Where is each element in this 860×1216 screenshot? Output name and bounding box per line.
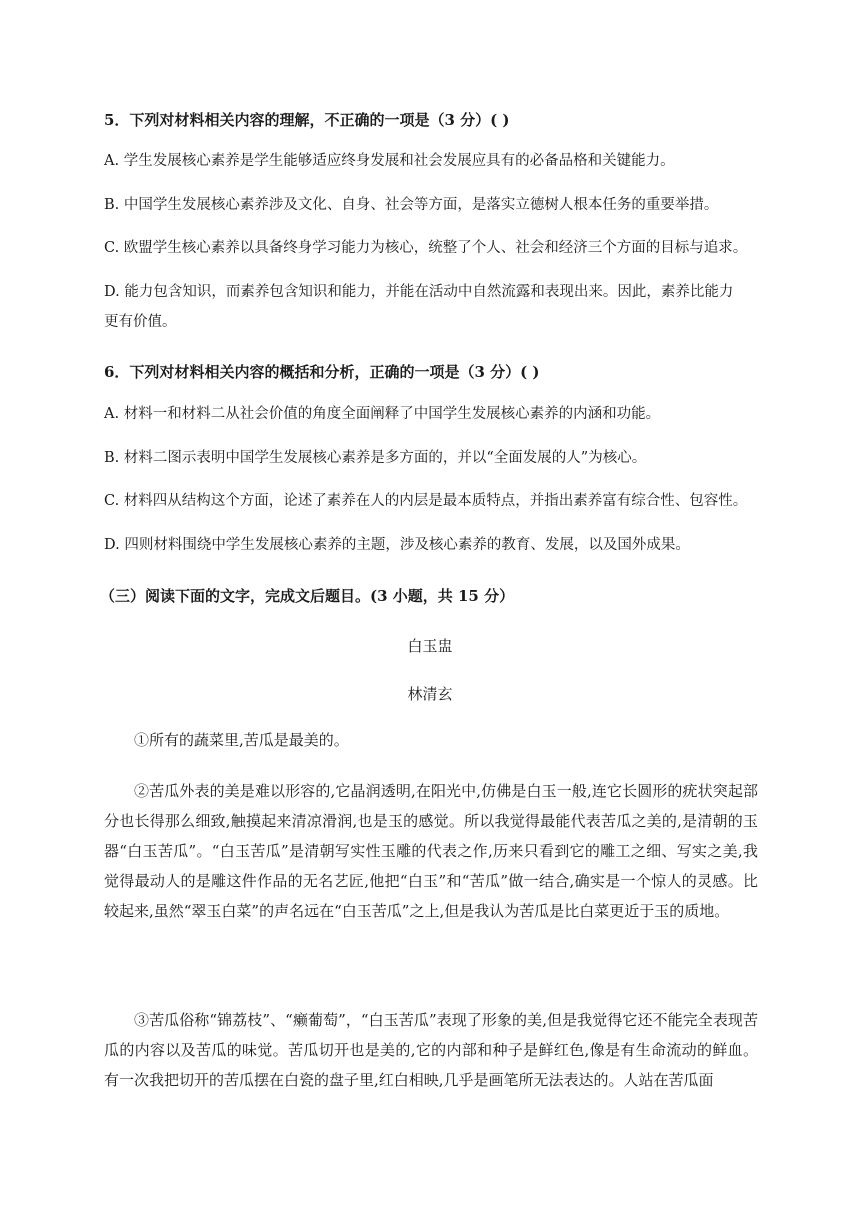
- question-5-option-a: A. 学生发展核心素养是学生能够适应终身发展和社会发展应具有的必备品格和关键能力。: [104, 153, 675, 169]
- question-6-option-b: B. 材料二图示表明中国学生发展核心素养是多方面的，并以“全面发展的人”为核心。: [104, 450, 647, 466]
- question-5-option-b: B. 中国学生发展核心素养涉及文化、自身、社会等方面，是落实立德树人根本任务的重要举措。: [104, 197, 719, 213]
- question-5-option-d-continued: 更有价值。: [104, 314, 177, 330]
- article-title: 白玉盅: [407, 637, 453, 655]
- article-paragraph-2: ②苦瓜外表的美是难以形容的,它晶润透明,在阳光中,仿佛是白玉一般,连它长圆形的疣状突起部分也长得那么细致,触摸起来清凉滑润,也是玉的感觉。所以我觉得最能代表苦瓜之美的,是清朝的玉器“白玉苦瓜”。“白玉苦瓜”是清朝写实性玉雕的代表之作,历来只看到它的雕工之细、写实之美,我觉得最动人的是雕这件作品的无名艺匠,他把“白玉”和“苦瓜”做一结合,确实是一个惊人的灵感。比较起来,虽然“翠玉白菜”的声名远在“白玉苦瓜”之上,但是我认为苦瓜是比白菜更近于玉的质地。: [104, 782, 758, 920]
- question-5-option-d: D. 能力包含知识，而素养包含知识和能力，并能在活动中自然流露和表现出来。因此，素养比能力: [104, 284, 734, 300]
- question-6-option-a: A. 材料一和材料二从社会价值的角度全面阐释了中国学生发展核心素养的内涵和功能。: [104, 406, 661, 422]
- question-6-option-d: D. 四则材料围绕中学生发展核心素养的主题，涉及核心素养的教育、发展，以及国外成果。: [104, 537, 690, 553]
- article-paragraph-3: ③苦瓜俗称“锦荔枝”、“癞葡萄”，“白玉苦瓜”表现了形象的美,但是我觉得它还不能完全表现苦瓜的内容以及苦瓜的味觉。苦瓜切开也是美的,它的内部和种子是鲜红色,像是有生命流动的鲜血。有一次我把切开的苦瓜摆在白瓷的盘子里,红白相映,几乎是画笔所无法表达的。人站在苦瓜面: [104, 1011, 758, 1089]
- article-author: 林清玄: [407, 685, 453, 703]
- section-3-heading: （三）阅读下面的文字，完成文后题目。(3 小题，共 15 分）: [100, 587, 515, 605]
- article-paragraph-1: ①所有的蔬菜里,苦瓜是最美的。: [134, 731, 349, 749]
- question-5-option-c: C. 欧盟学生核心素养以具备终身学习能力为核心，统整了个人、社会和经济三个方面的目标与追求。: [104, 240, 748, 256]
- question-5-title: 5．下列对材料相关内容的理解，不正确的一项是（3 分）( ): [104, 111, 510, 129]
- question-6-option-c: C. 材料四从结构这个方面，论述了素养在人的内层是最本质特点，并指出素养富有综合性、包容性。: [104, 493, 748, 509]
- question-6-title: 6．下列对材料相关内容的概括和分析，正确的一项是（3 分）( ): [104, 363, 540, 381]
